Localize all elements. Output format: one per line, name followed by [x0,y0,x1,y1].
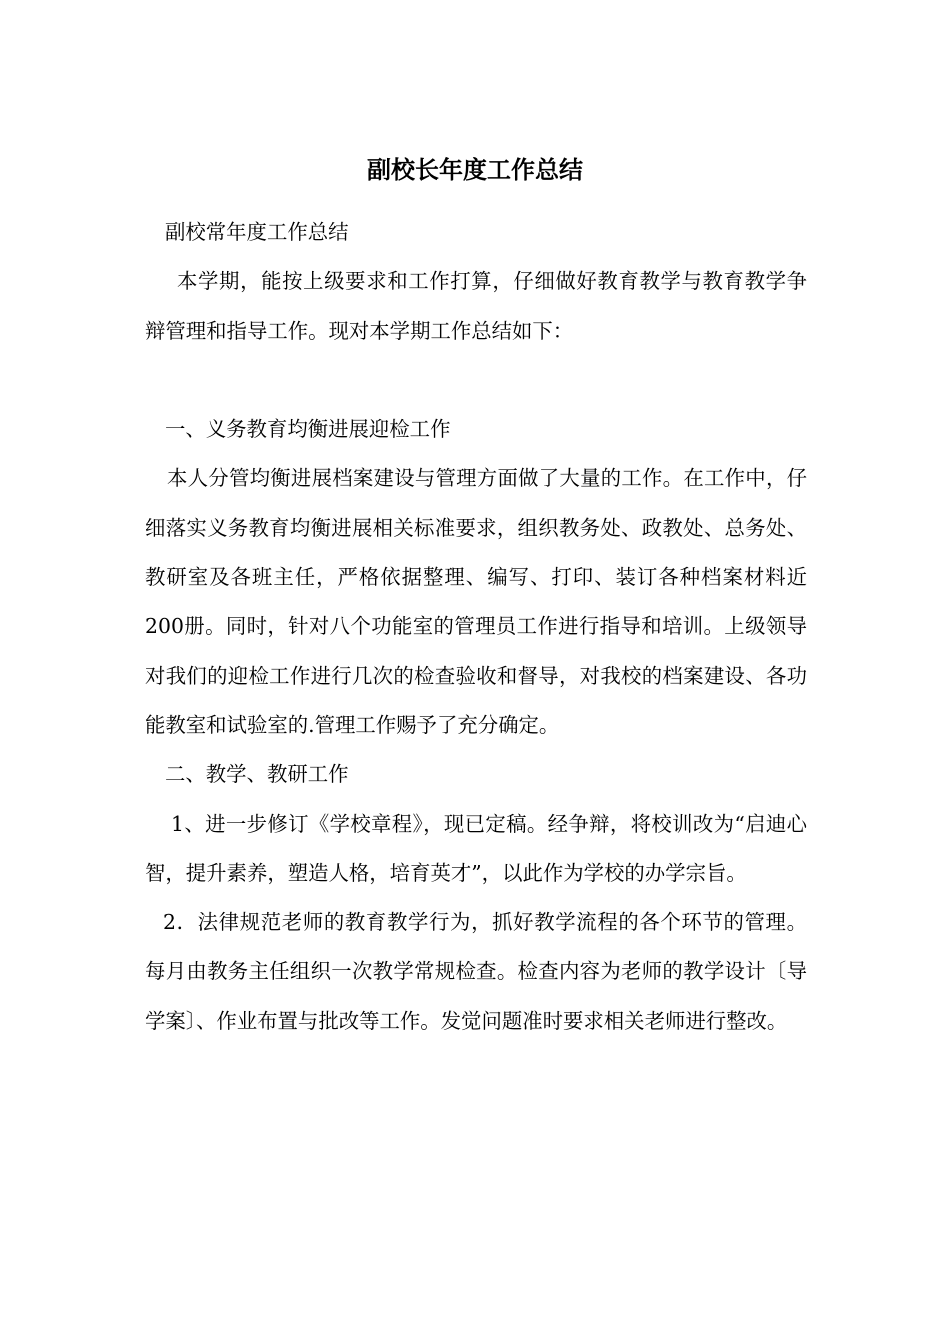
document-subtitle: 副校常年度工作总结 [165,220,349,244]
section-heading-2: 二、教学、教研工作 [165,762,349,787]
document-title: 副校长年度工作总结 [367,156,583,184]
document-body [145,208,807,1046]
section-2-item-2: 2．法律规范老师的教育教学行为，抓好教学流程的各个环节的管理。每月由教务主任组织一次教学常规检查。检查内容为老师的教学设计〔导学案〕、作业布置与批改等工作。发觉问题准时要求相关老师进行整改。 [145,910,807,1033]
section-2-item-1: 1、进一步修订《学校章程》，现已定稿。经争辩，将校训改为“启迪心智，提升素养，塑造人格，培育英才”，以此作为学校的办学宗旨。 [145,811,807,885]
section-heading-1: 一、义务教育均衡进展迎检工作 [165,417,451,442]
section-1-paragraph: 本人分管均衡进展档案建设与管理方面做了大量的工作。在工作中，仔细落实义务教育均衡进展相关标准要求，组织教务处、政教处、总务处、教研室及各班主任，严格依据整理、编写、打印、装订各种档案材料近200册。同时，针对八个功能室的管理员工作进行指导和培训。上级领导对我们的迎检工作进行几次的检查验收和督导，对我校的档案建设、各功能教室和试验室的.管理工作赐予了充分确定。 [145,466,807,737]
blank-line [145,356,807,405]
intro-paragraph: 本学期，能按上级要求和工作打算，仔细做好教育教学与教育教学争辩管理和指导工作。现对本学期工作总结如下： [145,269,807,343]
